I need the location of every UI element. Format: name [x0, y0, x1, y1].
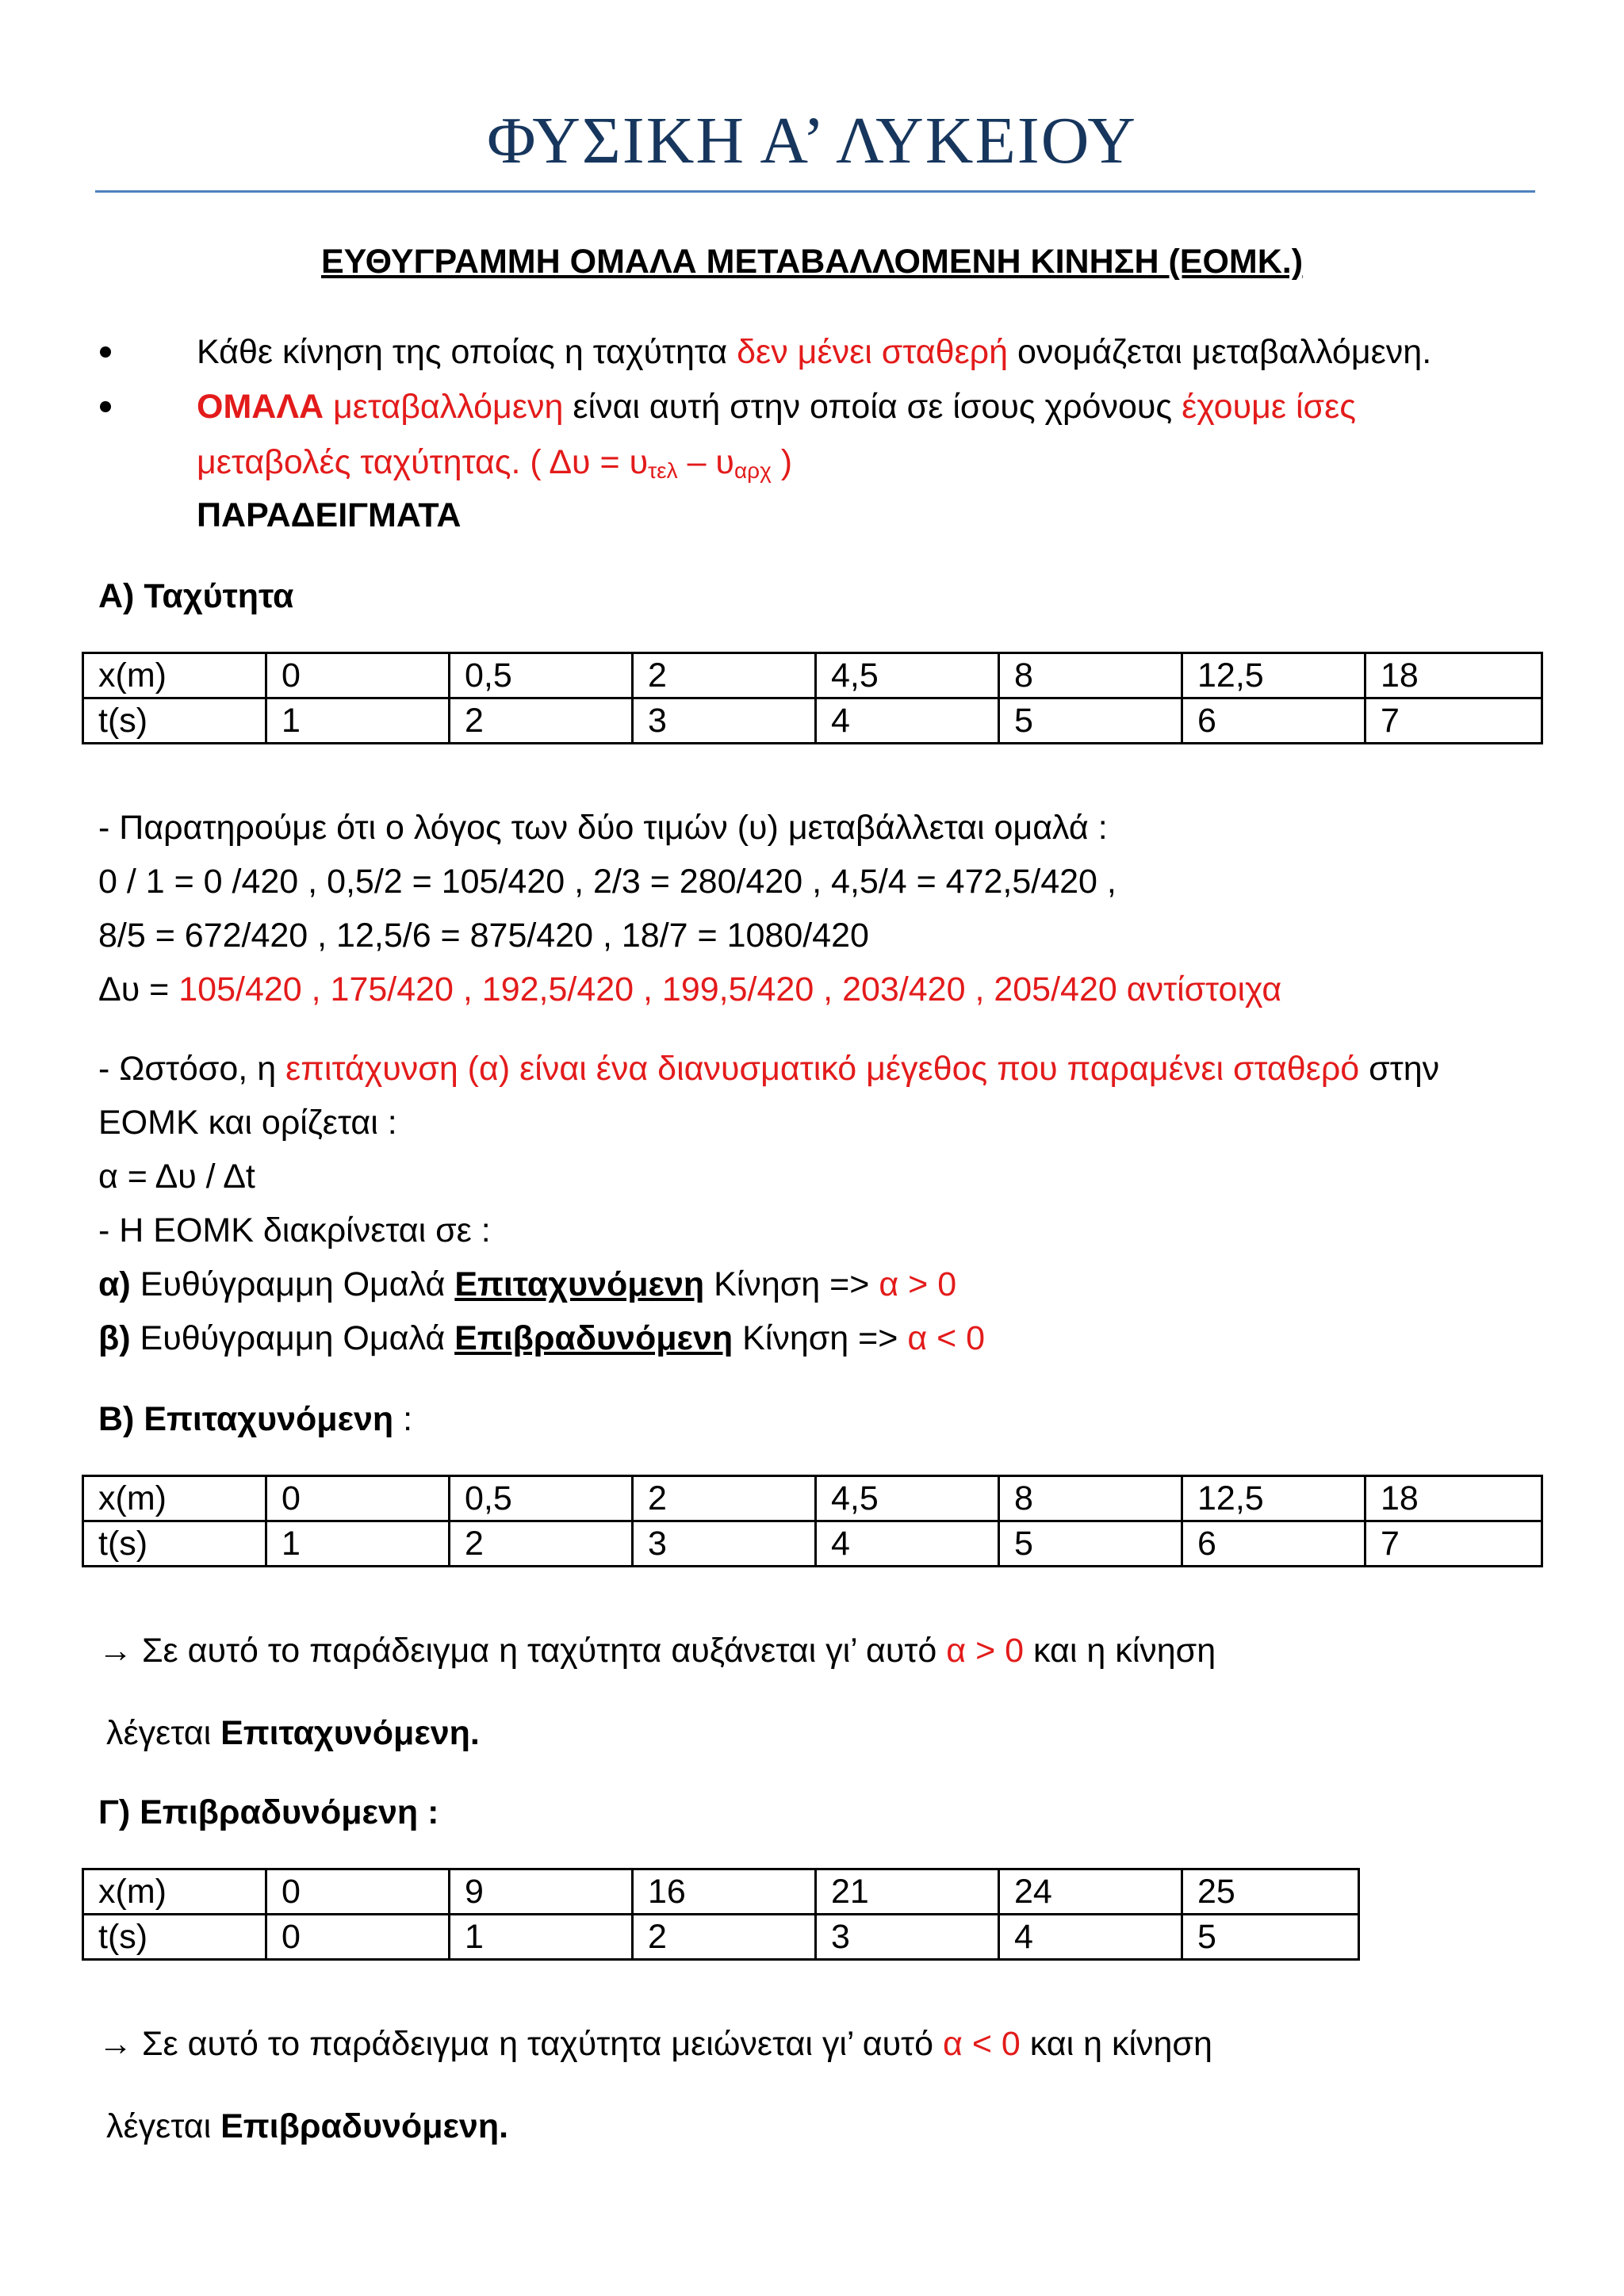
delta-v-values: 105/420 , 175/420 , 192,5/420 , 199,5/420 , 203/420 , 205/420 αντίστοιχα [178, 970, 1282, 1008]
bullet-2-formula-a: μεταβολές ταχύτητας. ( Δυ = υ [197, 443, 649, 481]
table-cell: 0 [266, 1476, 450, 1521]
note-c-text-a: → Σε αυτό το παράδειγμα η ταχύτητα μειώνεται γι’ αυτό [98, 2025, 944, 2063]
table-cell: 2 [633, 1915, 816, 1960]
table-header-cell: x(m) [83, 1869, 266, 1915]
bullet-2-formula-b: – υ [677, 443, 734, 481]
bullet-icon [100, 401, 111, 412]
observation-line-1: - Παρατηρούμε ότι ο λόγος των δύο τιμών (υ) μεταβάλλεται ομαλά : [98, 809, 1108, 847]
section-c-heading: Γ) Επιβραδυνόμενη : [98, 1793, 439, 1831]
table-header-cell: t(s) [83, 1521, 266, 1567]
note-c-line-1 [98, 2020, 1212, 2068]
definition-text-a: - Ωστόσο, η [98, 1050, 286, 1088]
table-cell: 24 [999, 1869, 1182, 1915]
table-cell: 0,5 [450, 653, 633, 698]
note-b-term: Επιταχυνόμενη. [220, 1714, 480, 1752]
observation-line-4 [98, 966, 1281, 1013]
bullet-2-term: ΟΜΑΛΑ [197, 388, 324, 426]
table-cell: 0 [266, 1915, 450, 1960]
note-c-condition: α < 0 [943, 2025, 1021, 2063]
table-cell: 5 [999, 1521, 1182, 1567]
table-cell: 0 [266, 653, 450, 698]
table-row [83, 1476, 1542, 1521]
case-a-label: α) [98, 1265, 131, 1303]
table-row [83, 698, 1542, 744]
table-b [82, 1475, 1543, 1567]
bullet-1-text-b: ονομάζεται μεταβαλλόμενη. [1008, 333, 1432, 371]
section-b-colon: : [393, 1400, 413, 1438]
table-cell: 7 [1365, 1521, 1542, 1567]
table-cell: 1 [266, 698, 450, 744]
table-cell: 2 [450, 698, 633, 744]
definition-line-4: - Η ΕΟΜΚ διακρίνεται σε : [98, 1211, 491, 1249]
table-header-cell: t(s) [83, 698, 266, 744]
bullet-1 [197, 328, 1431, 376]
bullet-1-text-a: Κάθε κίνηση της οποίας η ταχύτητα [197, 333, 737, 371]
case-b-condition: α < 0 [907, 1319, 986, 1357]
table-cell: 12,5 [1182, 653, 1365, 698]
table-row [83, 1521, 1542, 1567]
table-cell: 4,5 [816, 653, 999, 698]
section-subtitle: ΕΥΘΥΓΡΑΜΜΗ ΟΜΑΛΑ ΜΕΤΑΒΑΛΛΟΜΕΝΗ ΚΙΝΗΣΗ (ΕΟΜΚ.) [320, 243, 1304, 281]
table-cell: 2 [633, 1476, 816, 1521]
title-divider [95, 190, 1535, 193]
note-c-text-b: και η κίνηση [1020, 2025, 1212, 2063]
case-b-text-b: Κίνηση => [733, 1319, 908, 1357]
note-b-line-1 [98, 1627, 1216, 1674]
table-row [83, 1915, 1359, 1960]
definition-text-b: στην [1359, 1050, 1440, 1088]
note-b-line-2 [106, 1709, 480, 1757]
section-a-heading: Α) Ταχύτητα [98, 577, 294, 615]
definition-highlight: επιτάχυνση (α) είναι ένα διανυσματικό μέγεθος που παραμένει σταθερό [285, 1050, 1360, 1088]
table-cell: 4 [816, 1521, 999, 1567]
table-cell: 3 [816, 1915, 999, 1960]
table-cell: 12,5 [1182, 1476, 1365, 1521]
table-row [83, 1869, 1359, 1915]
table-header-cell: x(m) [83, 653, 266, 698]
note-b-condition: α > 0 [946, 1632, 1025, 1670]
table-cell: 5 [1182, 1915, 1359, 1960]
note-b-text-c: λέγεται [106, 1714, 221, 1752]
table-cell: 0,5 [450, 1476, 633, 1521]
table-cell: 4,5 [816, 1476, 999, 1521]
table-a [82, 652, 1543, 744]
table-row [83, 653, 1542, 698]
table-cell: 6 [1182, 1521, 1365, 1567]
bullet-icon [100, 346, 111, 358]
bullet-2-text: είναι αυτή στην οποία σε ίσους χρόνους [563, 388, 1182, 426]
case-accelerated [98, 1261, 956, 1308]
observation-line-3: 8/5 = 672/420 , 12,5/6 = 875/420 , 18/7 = 1080/420 [98, 916, 869, 955]
bullet-2-highlight: έχουμε ίσες [1182, 388, 1356, 426]
definition-line-2: ΕΟΜΚ και ορίζεται : [98, 1104, 397, 1142]
table-cell: 3 [633, 1521, 816, 1567]
table-cell: 8 [999, 653, 1182, 698]
bullet-2-term-b: μεταβαλλόμενη [324, 388, 564, 426]
table-cell: 21 [816, 1869, 999, 1915]
table-cell: 18 [1365, 653, 1542, 698]
table-cell: 6 [1182, 698, 1365, 744]
subscript-final: τελ [648, 458, 678, 483]
delta-v-label: Δυ = [98, 970, 179, 1008]
table-cell: 2 [450, 1521, 633, 1567]
subscript-initial: αρχ [733, 458, 772, 483]
case-a-text: Ευθύγραμμη Ομαλά [130, 1265, 455, 1303]
table-cell: 8 [999, 1476, 1182, 1521]
note-c-text-c: λέγεται [106, 2107, 221, 2145]
case-b-label: β) [98, 1319, 131, 1357]
examples-heading: ΠΑΡΑΔΕΙΓΜΑΤΑ [197, 496, 462, 534]
table-cell: 25 [1182, 1869, 1359, 1915]
definition-line-1 [98, 1045, 1439, 1093]
table-c [82, 1868, 1360, 1961]
table-cell: 9 [450, 1869, 633, 1915]
case-decelerated [98, 1314, 985, 1362]
note-c-term: Επιβραδυνόμενη. [220, 2107, 509, 2145]
note-b-text-a: → Σε αυτό το παράδειγμα η ταχύτητα αυξάνεται γι’ αυτό [98, 1632, 947, 1670]
bullet-2-line-1 [197, 383, 1356, 430]
table-header-cell: x(m) [83, 1476, 266, 1521]
section-b-heading [98, 1395, 412, 1443]
case-a-term: Επιταχυνόμενη [454, 1265, 705, 1303]
bullet-1-highlight: δεν μένει σταθερή [737, 333, 1009, 371]
case-a-text-b: Κίνηση => [704, 1265, 879, 1303]
acceleration-formula: α = Δυ / Δt [98, 1158, 255, 1196]
page-title: ΦΥΣΙΚΗ Α’ ΛΥΚΕΙΟΥ [487, 104, 1137, 178]
case-a-condition: α > 0 [879, 1265, 957, 1303]
note-b-text-b: και η κίνηση [1024, 1632, 1216, 1670]
table-cell: 16 [633, 1869, 816, 1915]
table-cell: 4 [816, 698, 999, 744]
note-c-line-2 [106, 2103, 508, 2150]
section-b-title: Β) Επιταχυνόμενη [98, 1400, 394, 1438]
case-b-term: Επιβραδυνόμενη [454, 1319, 733, 1357]
table-cell: 4 [999, 1915, 1182, 1960]
bullet-2-formula-c: ) [771, 443, 793, 481]
table-cell: 1 [266, 1521, 450, 1567]
table-header-cell: t(s) [83, 1915, 266, 1960]
table-cell: 7 [1365, 698, 1542, 744]
bullet-2-line-2 [197, 438, 792, 486]
case-b-text: Ευθύγραμμη Ομαλά [130, 1319, 455, 1357]
table-cell: 5 [999, 698, 1182, 744]
table-cell: 0 [266, 1869, 450, 1915]
table-cell: 2 [633, 653, 816, 698]
table-cell: 18 [1365, 1476, 1542, 1521]
table-cell: 1 [450, 1915, 633, 1960]
observation-line-2: 0 / 1 = 0 /420 , 0,5/2 = 105/420 , 2/3 = 280/420 , 4,5/4 = 472,5/420 , [98, 863, 1116, 901]
table-cell: 3 [633, 698, 816, 744]
